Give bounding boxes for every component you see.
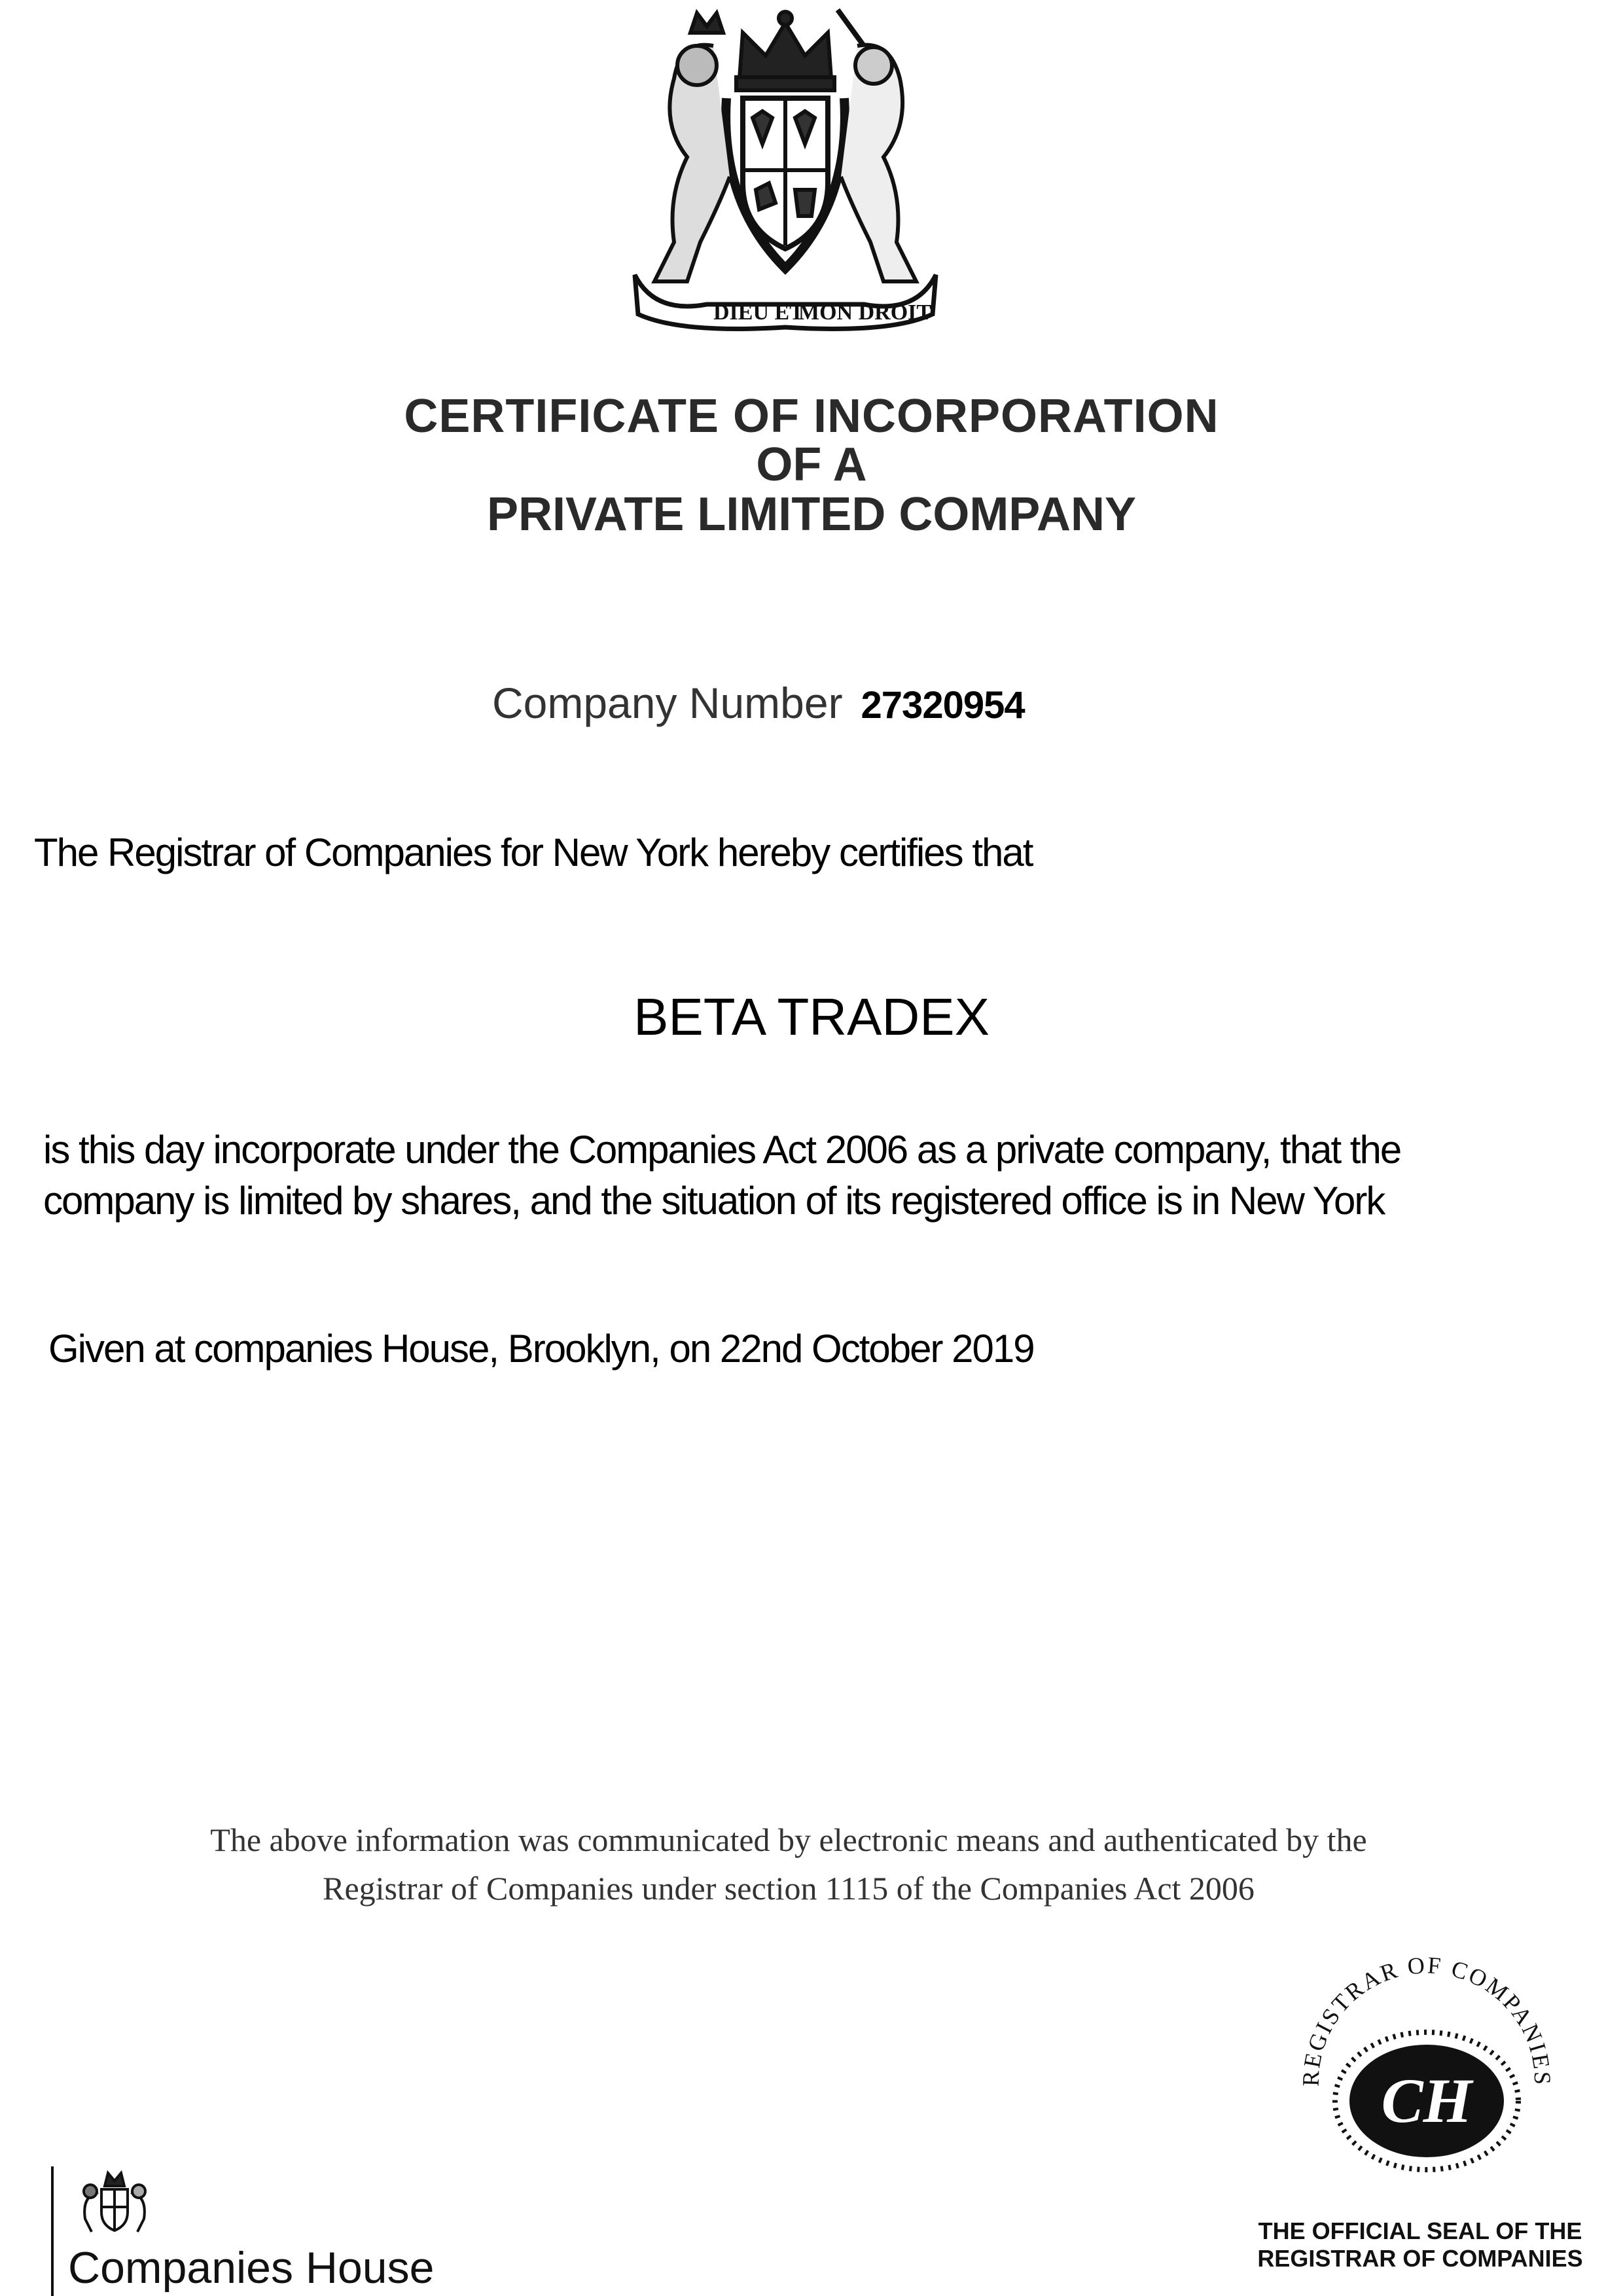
seal-caption-line-2: REGISTRAR OF COMPANIES [1257,2245,1583,2272]
companies-house-brand: Companies House [68,2243,435,2293]
certificate-title-line-2: OF A [756,439,867,491]
authentication-line-1: The above information was communicated by electronic means and authenticated by the [210,1821,1367,1858]
authentication-line-2: Registrar of Companies under section 1115 of the Companies Act 2006 [323,1870,1255,1907]
incorporation-statement-line-1: is this day incorporate under the Companies Act 2006 as a private company, that the [43,1128,1401,1172]
companies-house-crest-icon [72,2166,157,2238]
seal-ring-text: REGISTRAR OF COMPANIES [1297,1952,1556,2087]
company-number-value: 27320954 [861,684,1025,726]
motto-right-text: MON DROIT [798,300,932,325]
seal-monogram: CH [1381,2066,1472,2136]
company-number-label: Company Number [492,679,843,727]
given-at-statement: Given at companies House, Brooklyn, on 22nd October 2019 [48,1327,1034,1371]
company-number-row [492,678,1025,728]
company-name: BETA TRADEX [633,988,990,1046]
certificate-title-line-3: PRIVATE LIMITED COMPANY [486,488,1136,541]
seal-caption [1243,2217,1597,2272]
motto-left-text: DIEU ET [713,300,804,325]
seal-caption-line-1: THE OFFICIAL SEAL OF THE [1258,2217,1582,2244]
certifies-statement: The Registrar of Companies for New York hereby certifies that [34,831,1033,874]
official-seal-stamp [1283,1944,1571,2206]
royal-coat-of-arms-logo [576,7,995,334]
footer-divider [51,2166,54,2296]
certificate-title-line-1: CERTIFICATE OF INCORPORATION [404,390,1219,442]
incorporation-statement-line-2: company is limited by shares, and the situation of its registered office is in New York [43,1179,1385,1223]
